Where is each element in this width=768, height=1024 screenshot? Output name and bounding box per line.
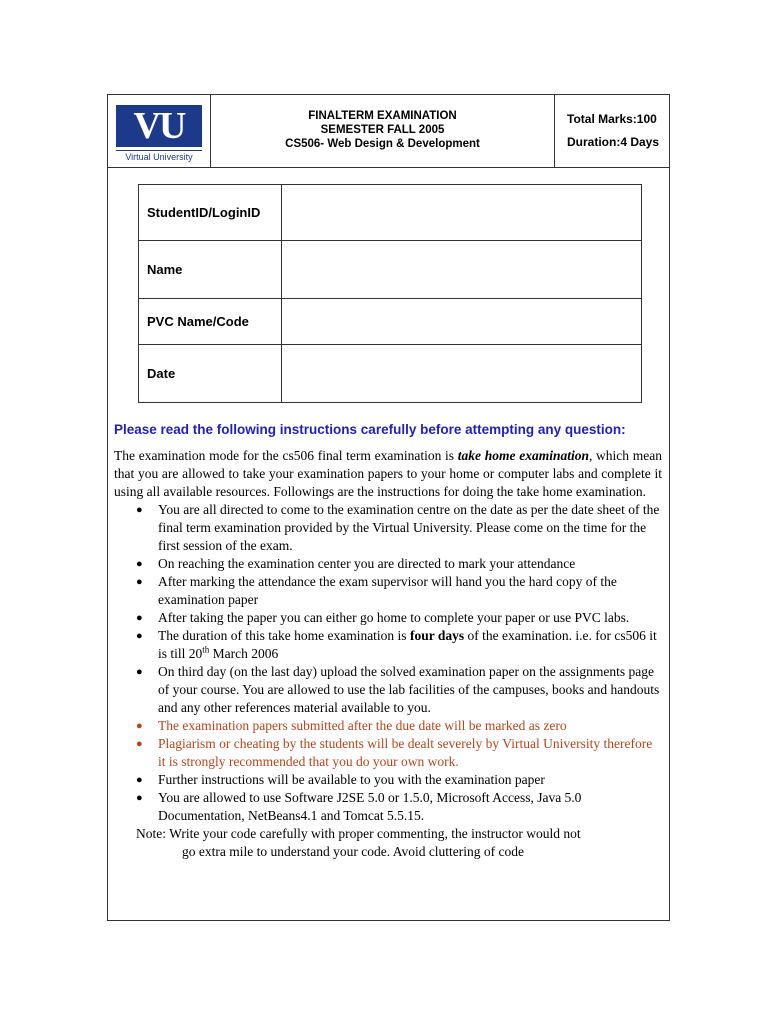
ordinal-suffix: th [202,644,210,655]
instructions-heading: Please read the following instructions carefully before attempting any question: [114,422,626,437]
info-label: StudentID/LoginID [139,185,282,240]
info-label: Date [139,345,282,402]
list-item-text: You are all directed to come to the examination centre on the date as per the date sheet of the final term examination provided by the Virtual University. Please come on the time for the first session of the exam. [158,502,660,553]
exam-semester: SEMESTER FALL 2005 [320,124,445,136]
bullet-icon: ● [136,720,143,732]
note-line: Note: Write your code carefully with proper commenting, the instructor would not [136,826,581,841]
duration: Duration:4 Days [567,135,660,149]
list-item-text: The duration of this take home examination is [158,628,410,643]
list-item [114,717,662,735]
logo-text: VU [133,105,185,147]
marks-block [556,95,669,167]
bullet-icon: ● [136,612,143,624]
bullet-icon: ● [136,504,143,516]
bullet-icon: ● [136,558,143,570]
exam-course: CS506- Web Design & Development [285,138,480,150]
exam-title: FINALTERM EXAMINATION [308,110,457,122]
note [114,825,662,861]
list-item [114,555,662,573]
date-field[interactable] [282,345,641,402]
instruction-list [114,501,662,825]
exam-header [108,95,669,168]
list-item-text: You are allowed to use Software J2SE 5.0 or 1.5.0, Microsoft Access, Java 5.0 Documentation, NetBeans4.1 and Tomcat 5.5.15. [158,790,582,823]
list-item [114,573,662,609]
intro-emphasis: take home examination [457,448,589,463]
list-item-text: Plagiarism or cheating by the students will be dealt severely by Virtual University therefore it is strongly recommended that you do your own work. [158,736,653,769]
info-row-name [139,241,641,299]
student-info-table [138,184,642,403]
list-item [114,663,662,717]
list-item-text: On reaching the examination center you are directed to mark your attendance [158,556,576,571]
info-row-student-id [139,185,641,241]
list-item-text: After taking the paper you can either go home to complete your paper or use PVC labs. [158,610,630,625]
list-item-text: March 2006 [209,646,279,661]
bullet-icon: ● [136,792,143,804]
list-item-text: After marking the attendance the exam supervisor will hand you the hard copy of the examination paper [158,574,617,607]
list-item [114,771,662,789]
instructions-body [114,447,662,861]
bullet-icon: ● [136,666,143,678]
total-marks: Total Marks:100 [567,112,657,126]
list-item [114,501,662,555]
bullet-icon: ● [136,774,143,786]
exam-frame [107,94,670,921]
bullet-icon: ● [136,738,143,750]
list-item [114,789,662,825]
info-label: Name [139,241,282,298]
list-item-text: On third day (on the last day) upload the solved examination paper on the assignments page of your course. You are allowed to use the lab facilities of the campuses, books and handouts and any other references material available to you. [158,664,660,715]
student-id-field[interactable] [282,185,641,240]
note-line: go extra mile to understand your code. Avoid cluttering of code [182,844,525,859]
exam-title-block [211,95,555,167]
info-row-date [139,345,641,402]
list-item-text: of the examination. i.e. for cs506 it is till 20 [158,628,657,661]
info-row-pvc [139,299,641,345]
info-label: PVC Name/Code [139,299,282,344]
intro-text: The examination mode for the cs506 final term examination is [114,448,458,463]
list-item [114,627,662,663]
intro-text: , which mean that you are allowed to take your examination papers to your home or computer labs and complete it using all available resources. Followings are the instructions for doing the take home examination. [114,448,662,499]
list-item [114,609,662,627]
intro-paragraph [114,447,662,501]
duration-emphasis: four days [409,628,465,643]
list-item [114,735,662,771]
pvc-field[interactable] [282,299,641,344]
name-field[interactable] [282,241,641,298]
list-item-text: Further instructions will be available to you with the examination paper [158,772,545,787]
bullet-icon: ● [136,630,143,642]
logo-cell [108,95,211,167]
logo-caption: Virtual University [116,150,202,162]
list-item-text: The examination papers submitted after the due date will be marked as zero [158,718,567,733]
bullet-icon: ● [136,576,143,588]
vu-logo [116,105,202,147]
